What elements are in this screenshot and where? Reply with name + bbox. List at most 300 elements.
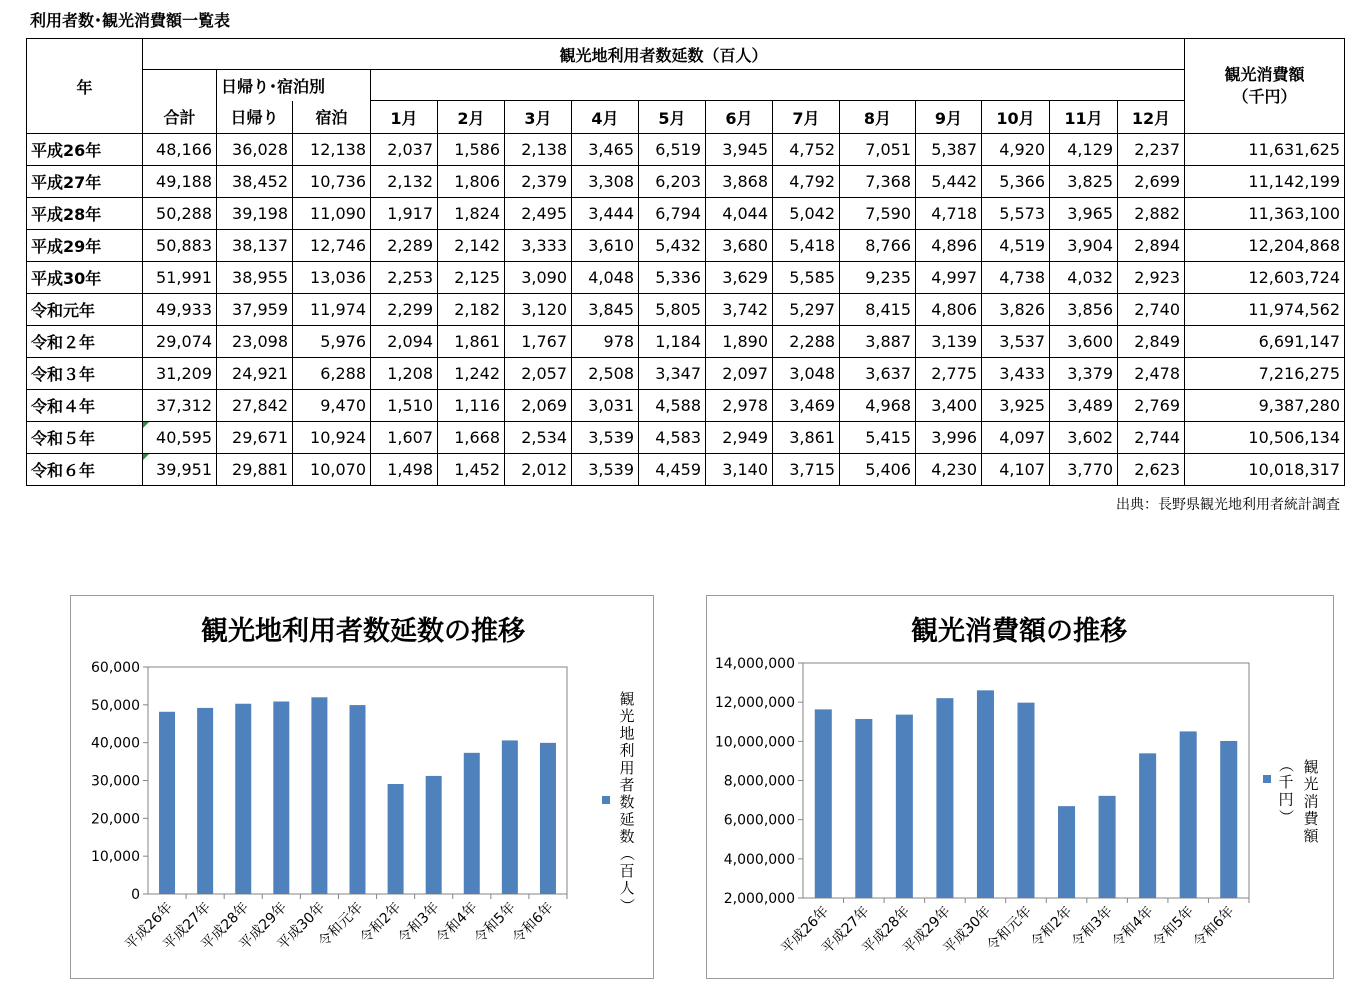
column-header: 4月 xyxy=(572,101,639,134)
bar xyxy=(1099,796,1116,898)
table-cell: 3,465 xyxy=(572,134,639,166)
table-cell: 2,882 xyxy=(1118,198,1185,230)
table-row xyxy=(27,230,1345,262)
y-tick-label: 6,000,000 xyxy=(723,812,795,829)
y-tick-label: 14,000,000 xyxy=(714,656,795,672)
table-cell: 1,890 xyxy=(706,326,773,358)
row-year: 平成28年 xyxy=(27,198,143,230)
table-cell: 3,715 xyxy=(773,454,840,486)
statistics-table xyxy=(26,38,1345,486)
bar xyxy=(464,753,480,894)
table-cell: 2,379 xyxy=(505,166,572,198)
table-cell: 4,718 xyxy=(916,198,982,230)
legend-label-char: 観 xyxy=(619,690,635,708)
table-cell: 3,742 xyxy=(706,294,773,326)
table-cell: 4,097 xyxy=(982,422,1050,454)
row-year: 令和４年 xyxy=(27,390,143,422)
consumption-cell: 9,387,280 xyxy=(1185,390,1345,422)
legend-label-char: 円 xyxy=(1278,790,1294,809)
table-cell: 4,806 xyxy=(916,294,982,326)
table-cell: 3,770 xyxy=(1050,454,1118,486)
x-tick-label: 令和5年 xyxy=(1149,903,1198,951)
visitors-chart-svg xyxy=(71,596,653,978)
table-cell: 5,336 xyxy=(639,262,706,294)
visitors-chart xyxy=(70,595,654,979)
legend-label-char: 費 xyxy=(1303,809,1319,828)
table-cell: 10,070 xyxy=(293,454,371,486)
y-tick-label: 10,000,000 xyxy=(714,734,795,751)
table-cell: 37,312 xyxy=(143,390,217,422)
x-tick-label: 令和2年 xyxy=(357,899,405,947)
table-cell: 2,775 xyxy=(916,358,982,390)
bar xyxy=(502,740,518,894)
table-cell: 8,415 xyxy=(840,294,916,326)
table-cell: 3,048 xyxy=(773,358,840,390)
legend-label-char: 光 xyxy=(619,707,635,726)
table-cell: 1,861 xyxy=(438,326,505,358)
x-tick-label: 令和4年 xyxy=(1109,903,1157,951)
legend-swatch xyxy=(1263,775,1271,783)
table-cell: 3,925 xyxy=(982,390,1050,422)
table-cell: 3,469 xyxy=(773,390,840,422)
table-cell: 2,699 xyxy=(1118,166,1185,198)
table-cell: 12,138 xyxy=(293,134,371,166)
bar xyxy=(1017,703,1034,898)
x-tick-label: 令和3年 xyxy=(1068,903,1116,951)
page-title: 利用者数･観光消費額一覧表 xyxy=(30,11,231,30)
table-cell: 38,452 xyxy=(217,166,293,198)
column-header: 1月 xyxy=(371,101,438,134)
table-cell: 4,230 xyxy=(916,454,982,486)
table-cell: 1,116 xyxy=(438,390,505,422)
table-cell: 3,120 xyxy=(505,294,572,326)
row-year: 令和２年 xyxy=(27,326,143,358)
x-tick-label: 令和2年 xyxy=(1028,903,1076,951)
table-cell: 23,098 xyxy=(217,326,293,358)
table-cell: 2,142 xyxy=(438,230,505,262)
table-cell: 4,792 xyxy=(773,166,840,198)
x-tick-label: 令和5年 xyxy=(471,899,519,947)
table-cell: 38,137 xyxy=(217,230,293,262)
chart-title: 観光地利用者数延数の推移 xyxy=(201,616,525,647)
y-tick-label: 10,000 xyxy=(91,849,140,866)
x-tick-label: 平成26年 xyxy=(122,899,176,954)
bar xyxy=(896,715,913,898)
table-cell: 5,418 xyxy=(773,230,840,262)
table-cell: 5,573 xyxy=(982,198,1050,230)
table-cell: 11,974 xyxy=(293,294,371,326)
row-year: 平成30年 xyxy=(27,262,143,294)
table-cell: 3,347 xyxy=(639,358,706,390)
table-cell: 1,607 xyxy=(371,422,438,454)
table-cell: 1,242 xyxy=(438,358,505,390)
consumption-cell: 10,018,317 xyxy=(1185,454,1345,486)
legend-label-char: （ xyxy=(1277,757,1295,773)
table-cell: 2,495 xyxy=(505,198,572,230)
table-cell: 4,459 xyxy=(639,454,706,486)
table-cell: 3,856 xyxy=(1050,294,1118,326)
row-year: 平成27年 xyxy=(27,166,143,198)
table-cell: 3,537 xyxy=(982,326,1050,358)
table-cell: 6,794 xyxy=(639,198,706,230)
x-tick-label: 平成27年 xyxy=(819,903,873,958)
table-cell: 2,182 xyxy=(438,294,505,326)
table-cell: 3,996 xyxy=(916,422,982,454)
header-subgroup: 日帰り･宿泊別 xyxy=(217,70,371,101)
bar xyxy=(1220,741,1237,898)
legend-label-char: 地 xyxy=(619,724,635,743)
legend-label-char: 数 xyxy=(619,827,635,846)
bar xyxy=(235,704,251,894)
x-tick-label: 令和6年 xyxy=(1190,903,1238,951)
source-note: 出典：長野県観光地利用者統計調査 xyxy=(1116,497,1340,513)
table-cell: 39,951 xyxy=(143,454,217,486)
table-cell: 51,991 xyxy=(143,262,217,294)
table-cell: 3,333 xyxy=(505,230,572,262)
y-tick-label: 2,000,000 xyxy=(723,891,795,907)
table-cell: 5,366 xyxy=(982,166,1050,198)
table-cell: 5,432 xyxy=(639,230,706,262)
table-cell: 3,629 xyxy=(706,262,773,294)
header-blank xyxy=(143,70,217,101)
table-cell: 5,805 xyxy=(639,294,706,326)
table-cell: 49,188 xyxy=(143,166,217,198)
table-cell: 2,125 xyxy=(438,262,505,294)
consumption-cell: 11,363,100 xyxy=(1185,198,1345,230)
table-cell: 3,444 xyxy=(572,198,639,230)
table-cell: 9,235 xyxy=(840,262,916,294)
table-cell: 3,539 xyxy=(572,454,639,486)
x-tick-label: 平成29年 xyxy=(900,903,954,958)
table-cell: 4,968 xyxy=(840,390,916,422)
table-cell: 4,048 xyxy=(572,262,639,294)
legend-label-char: ） xyxy=(1277,809,1295,825)
table-row xyxy=(27,422,1345,454)
table-cell: 48,166 xyxy=(143,134,217,166)
table-cell: 4,129 xyxy=(1050,134,1118,166)
table-cell: 7,590 xyxy=(840,198,916,230)
x-tick-label: 平成30年 xyxy=(940,903,995,958)
table-cell: 3,489 xyxy=(1050,390,1118,422)
table-cell: 1,498 xyxy=(371,454,438,486)
table-cell: 6,288 xyxy=(293,358,371,390)
table-row xyxy=(27,134,1345,166)
table-cell: 2,508 xyxy=(572,358,639,390)
x-tick-label: 平成27年 xyxy=(160,899,214,954)
table-cell: 2,237 xyxy=(1118,134,1185,166)
x-tick-label: 平成29年 xyxy=(236,899,291,954)
table-cell: 2,478 xyxy=(1118,358,1185,390)
table-cell: 3,904 xyxy=(1050,230,1118,262)
row-year: 令和元年 xyxy=(27,294,143,326)
table-cell: 50,288 xyxy=(143,198,217,230)
table-cell: 6,519 xyxy=(639,134,706,166)
column-header: 12月 xyxy=(1118,101,1185,134)
chart-title: 観光消費額の推移 xyxy=(911,616,1127,647)
x-tick-label: 平成28年 xyxy=(198,899,253,954)
table-cell: 1,917 xyxy=(371,198,438,230)
table-cell: 5,387 xyxy=(916,134,982,166)
table-row xyxy=(27,294,1345,326)
x-tick-label: 令和3年 xyxy=(395,899,443,947)
bar xyxy=(273,701,289,894)
table-cell: 5,585 xyxy=(773,262,840,294)
bar xyxy=(1180,731,1197,898)
bar xyxy=(159,712,175,894)
x-tick-label: 平成28年 xyxy=(859,903,914,958)
consumption-cell: 11,631,625 xyxy=(1185,134,1345,166)
table-cell: 4,583 xyxy=(639,422,706,454)
table-cell: 1,452 xyxy=(438,454,505,486)
table-cell: 10,736 xyxy=(293,166,371,198)
table-cell: 978 xyxy=(572,326,639,358)
table-row xyxy=(27,166,1345,198)
table-cell: 38,955 xyxy=(217,262,293,294)
table-cell: 3,379 xyxy=(1050,358,1118,390)
consumption-cell: 12,204,868 xyxy=(1185,230,1345,262)
table-cell: 3,139 xyxy=(916,326,982,358)
legend-label-char: 延 xyxy=(619,810,635,829)
y-tick-label: 30,000 xyxy=(91,773,140,790)
table-cell: 4,738 xyxy=(982,262,1050,294)
y-tick-label: 40,000 xyxy=(91,735,140,752)
table-cell: 9,470 xyxy=(293,390,371,422)
table-cell: 2,949 xyxy=(706,422,773,454)
bar xyxy=(977,690,994,898)
y-tick-label: 20,000 xyxy=(91,811,140,828)
table-cell: 2,923 xyxy=(1118,262,1185,294)
header-visitors-group: 観光地利用者数延数（百人） xyxy=(143,39,1185,70)
consumption-cell: 10,506,134 xyxy=(1185,422,1345,454)
bar xyxy=(936,698,953,898)
table-cell: 1,806 xyxy=(438,166,505,198)
header-year: 年 xyxy=(27,39,143,134)
table-cell: 1,184 xyxy=(639,326,706,358)
column-header: 合計 xyxy=(143,101,217,134)
table-cell: 7,051 xyxy=(840,134,916,166)
table-row xyxy=(27,454,1345,486)
bar xyxy=(540,743,556,894)
table-cell: 5,976 xyxy=(293,326,371,358)
table-cell: 2,057 xyxy=(505,358,572,390)
table-cell: 4,997 xyxy=(916,262,982,294)
table-cell: 5,415 xyxy=(840,422,916,454)
table-cell: 2,623 xyxy=(1118,454,1185,486)
consumption-chart xyxy=(706,595,1334,979)
table-cell: 2,132 xyxy=(371,166,438,198)
legend-label-char: 百 xyxy=(619,862,635,880)
legend-label-char: 千 xyxy=(1278,773,1294,792)
table-cell: 1,586 xyxy=(438,134,505,166)
legend-label-char: 額 xyxy=(1303,826,1319,845)
x-tick-label: 令和元年 xyxy=(983,903,1035,955)
table-cell: 49,933 xyxy=(143,294,217,326)
column-header: 宿泊 xyxy=(293,101,371,134)
table-cell: 29,881 xyxy=(217,454,293,486)
table-row xyxy=(27,262,1345,294)
table-cell: 2,288 xyxy=(773,326,840,358)
table-cell: 3,945 xyxy=(706,134,773,166)
column-header: 9月 xyxy=(916,101,982,134)
table-cell: 24,921 xyxy=(217,358,293,390)
table-cell: 1,510 xyxy=(371,390,438,422)
table-cell: 3,637 xyxy=(840,358,916,390)
bar xyxy=(311,697,327,894)
table-cell: 2,534 xyxy=(505,422,572,454)
bar xyxy=(1139,753,1156,898)
x-tick-label: 令和元年 xyxy=(315,899,367,951)
bar xyxy=(855,719,872,898)
table-cell: 6,203 xyxy=(639,166,706,198)
table-cell: 5,297 xyxy=(773,294,840,326)
table-cell: 27,842 xyxy=(217,390,293,422)
legend-label-char: （ xyxy=(618,846,636,862)
table-cell: 3,433 xyxy=(982,358,1050,390)
column-header: 5月 xyxy=(639,101,706,134)
table-row xyxy=(27,358,1345,390)
table-cell: 5,042 xyxy=(773,198,840,230)
table-cell: 2,138 xyxy=(505,134,572,166)
table-cell: 3,845 xyxy=(572,294,639,326)
table-cell: 4,920 xyxy=(982,134,1050,166)
table-cell: 2,744 xyxy=(1118,422,1185,454)
column-header: 8月 xyxy=(840,101,916,134)
legend-label-char: 消 xyxy=(1303,792,1319,811)
table-cell: 3,600 xyxy=(1050,326,1118,358)
row-year: 平成29年 xyxy=(27,230,143,262)
column-header: 2月 xyxy=(438,101,505,134)
table-cell: 4,519 xyxy=(982,230,1050,262)
header-blank-months xyxy=(371,70,1185,101)
row-year: 令和５年 xyxy=(27,422,143,454)
legend-label-char: 観 xyxy=(1303,758,1319,776)
legend-label-char: ） xyxy=(618,897,636,913)
table-cell: 12,746 xyxy=(293,230,371,262)
table-cell: 2,097 xyxy=(706,358,773,390)
table-cell: 4,896 xyxy=(916,230,982,262)
table-cell: 39,198 xyxy=(217,198,293,230)
x-tick-label: 平成30年 xyxy=(274,899,329,954)
legend-label-char: 人 xyxy=(619,879,635,898)
table-cell: 31,209 xyxy=(143,358,217,390)
consumption-cell: 12,603,724 xyxy=(1185,262,1345,294)
bar xyxy=(350,705,366,894)
table-cell: 3,539 xyxy=(572,422,639,454)
column-header: 11月 xyxy=(1050,101,1118,134)
table-cell: 2,037 xyxy=(371,134,438,166)
legend-label-char: 数 xyxy=(619,793,635,812)
legend-label-char: 光 xyxy=(1303,775,1319,794)
y-tick-label: 0 xyxy=(131,887,140,903)
table-cell: 1,824 xyxy=(438,198,505,230)
column-header: 7月 xyxy=(773,101,840,134)
table-cell: 4,032 xyxy=(1050,262,1118,294)
table-cell: 4,752 xyxy=(773,134,840,166)
table-cell: 2,894 xyxy=(1118,230,1185,262)
consumption-cell: 6,691,147 xyxy=(1185,326,1345,358)
table-cell: 3,887 xyxy=(840,326,916,358)
row-year: 令和３年 xyxy=(27,358,143,390)
y-tick-label: 50,000 xyxy=(91,697,140,714)
consumption-cell: 11,974,562 xyxy=(1185,294,1345,326)
bar xyxy=(197,708,213,894)
table-cell: 3,825 xyxy=(1050,166,1118,198)
column-header: 6月 xyxy=(706,101,773,134)
column-header: 3月 xyxy=(505,101,572,134)
table-cell: 8,766 xyxy=(840,230,916,262)
y-tick-label: 8,000,000 xyxy=(723,773,795,790)
bar xyxy=(388,784,404,894)
bar xyxy=(426,776,442,894)
table-cell: 2,740 xyxy=(1118,294,1185,326)
table-cell: 10,924 xyxy=(293,422,371,454)
table-cell: 1,668 xyxy=(438,422,505,454)
bar xyxy=(1058,806,1075,898)
table-cell: 3,965 xyxy=(1050,198,1118,230)
y-tick-label: 4,000,000 xyxy=(723,851,795,868)
table-cell: 3,610 xyxy=(572,230,639,262)
table-cell: 2,289 xyxy=(371,230,438,262)
y-tick-label: 12,000,000 xyxy=(714,695,795,712)
table-cell: 50,883 xyxy=(143,230,217,262)
table-cell: 3,140 xyxy=(706,454,773,486)
column-header: 日帰り xyxy=(217,101,293,134)
column-header: 10月 xyxy=(982,101,1050,134)
table-row xyxy=(27,390,1345,422)
legend-label-char: 利 xyxy=(619,741,635,760)
table-cell: 1,208 xyxy=(371,358,438,390)
table-cell: 13,036 xyxy=(293,262,371,294)
row-year: 令和６年 xyxy=(27,454,143,486)
table-row xyxy=(27,326,1345,358)
table-cell: 2,253 xyxy=(371,262,438,294)
table-cell: 2,012 xyxy=(505,454,572,486)
consumption-cell: 11,142,199 xyxy=(1185,166,1345,198)
consumption-cell: 7,216,275 xyxy=(1185,358,1345,390)
table-cell: 29,074 xyxy=(143,326,217,358)
table-cell: 29,671 xyxy=(217,422,293,454)
table-cell: 36,028 xyxy=(217,134,293,166)
x-tick-label: 平成26年 xyxy=(778,903,833,958)
table-cell: 7,368 xyxy=(840,166,916,198)
table-cell: 2,769 xyxy=(1118,390,1185,422)
table-cell: 5,442 xyxy=(916,166,982,198)
table-cell: 3,308 xyxy=(572,166,639,198)
table-cell: 2,094 xyxy=(371,326,438,358)
table-cell: 3,861 xyxy=(773,422,840,454)
x-tick-label: 令和6年 xyxy=(509,899,557,947)
table-cell: 1,767 xyxy=(505,326,572,358)
table-cell: 2,299 xyxy=(371,294,438,326)
legend-label-char: 用 xyxy=(619,758,635,777)
table-row xyxy=(27,198,1345,230)
table-cell: 3,868 xyxy=(706,166,773,198)
table-cell: 11,090 xyxy=(293,198,371,230)
y-tick-label: 60,000 xyxy=(91,660,140,676)
table-cell: 4,588 xyxy=(639,390,706,422)
x-tick-label: 令和4年 xyxy=(433,899,481,947)
legend-label-char: 者 xyxy=(619,776,635,794)
row-year: 平成26年 xyxy=(27,134,143,166)
table-cell: 3,090 xyxy=(505,262,572,294)
table-cell: 3,400 xyxy=(916,390,982,422)
table-cell: 5,406 xyxy=(840,454,916,486)
table-cell: 3,680 xyxy=(706,230,773,262)
table-cell: 4,107 xyxy=(982,454,1050,486)
consumption-chart-svg xyxy=(707,596,1333,978)
table-cell: 37,959 xyxy=(217,294,293,326)
table-cell: 2,978 xyxy=(706,390,773,422)
